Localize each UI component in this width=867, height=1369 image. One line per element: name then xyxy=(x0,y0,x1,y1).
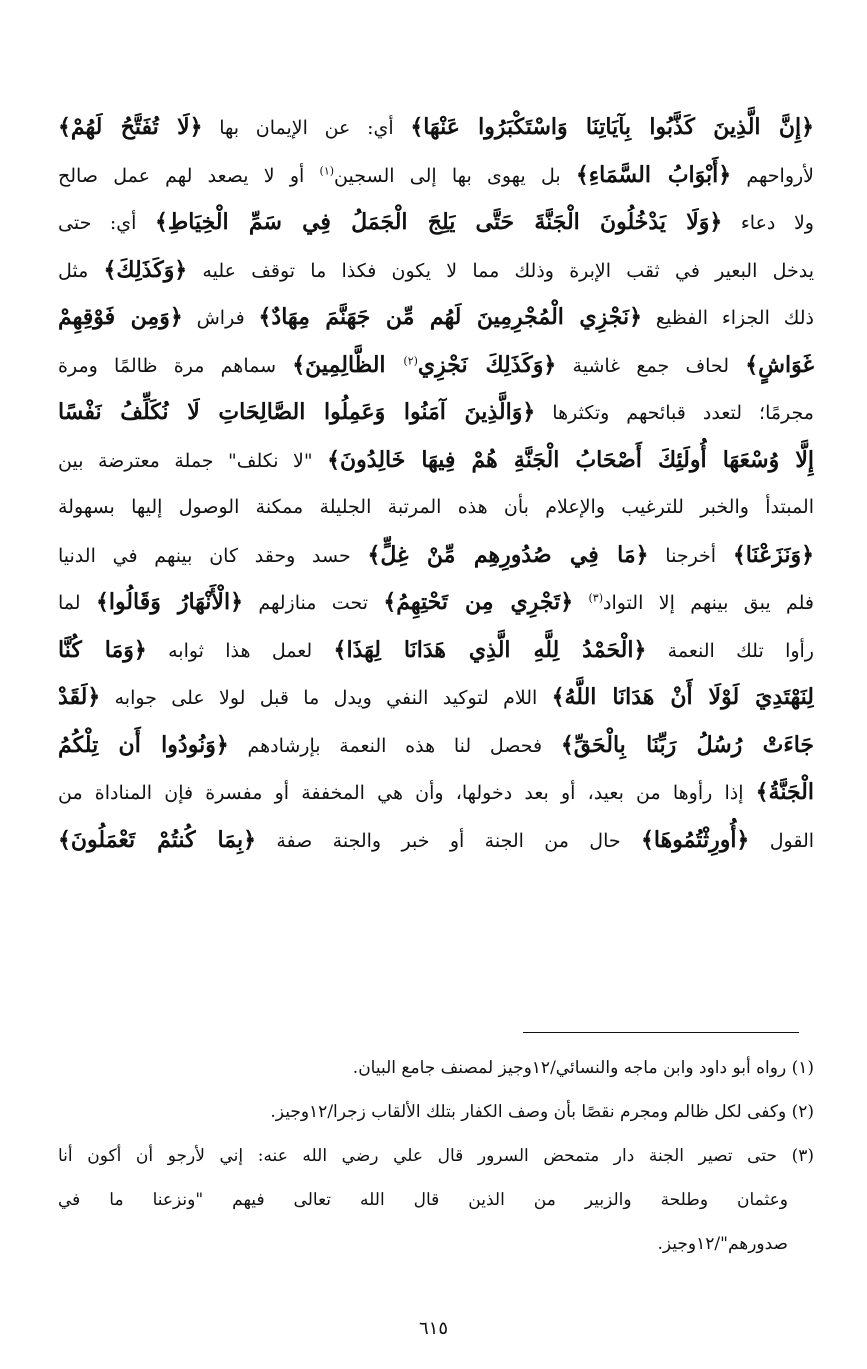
commentary-text: حال من الجنة أو خبر والجنة صفة xyxy=(255,829,642,852)
commentary-text: مجرمًا؛ لتعدد قبائحهم وتكثرها xyxy=(535,402,814,424)
commentary-text: تحت منازلهم xyxy=(242,592,384,614)
commentary-text: سماهم مرة ظالمًا ومرة xyxy=(58,354,293,377)
quran-quote: غَوَاشٍ﴾ xyxy=(745,351,814,378)
commentary-text: فلم يبق بينهم إلا التواد xyxy=(603,592,814,614)
commentary-text: أو لا يصعد لهم عمل صالح xyxy=(58,164,320,187)
quran-quote: ﴿الْأَنْهَارُ وَقَالُوا﴾ xyxy=(95,589,243,615)
quran-quote: ﴿بِمَا كُنتُمْ تَعْمَلُونَ﴾ xyxy=(58,826,256,853)
footnote-line: وعثمان وطلحة والزبير من الذين قال الله تعالى فيهم "ونزعنا ما في xyxy=(58,1190,788,1210)
page-number: ٦١٥ xyxy=(418,1318,448,1339)
text-line xyxy=(58,627,814,675)
text-line xyxy=(58,484,814,532)
commentary-text: "لا نكلف" جملة معترضة بين xyxy=(58,449,328,472)
commentary-text: اللام لتوكيد النفي ويدل ما قبل لولا على جوابه xyxy=(100,687,552,709)
text-line xyxy=(58,294,814,342)
text-line xyxy=(58,199,814,247)
text-line xyxy=(58,579,814,627)
commentary-text: إذا رأوها من بعيد، أو بعد دخولها، وأن هي المخففة أو مفسرة فإن المناداة من xyxy=(58,782,756,804)
commentary-text: أي: حتى xyxy=(58,212,156,234)
quran-quote: ﴿وَلَا يَدْخُلُونَ الْجَنَّةَ حَتَّى يَلِجَ الْجَمَلُ فِي سَمِّ الْخِيَاطِ﴾ xyxy=(155,209,723,235)
commentary-text: أي: عن الإيمان بها xyxy=(202,117,411,139)
text-line xyxy=(58,104,814,152)
commentary-text: أخرجنا xyxy=(648,544,733,567)
quran-quote: ﴿تَجْرِي مِن تَحْتِهِمُ﴾ xyxy=(383,589,574,615)
quran-quote: ﴿وَنَزَعْنَا﴾ xyxy=(732,541,814,568)
commentary-text: ولا دعاء xyxy=(722,212,814,234)
quran-quote: ﴿الْحَمْدُ لِلَّهِ الَّذِي هَدَانَا لِهَذَا﴾ xyxy=(333,636,647,663)
quran-quote: ﴿لَا تُفَتَّحُ لَهُمْ﴾ xyxy=(58,114,203,140)
quran-quote: ﴿وَكَذَلِكَ﴾ xyxy=(103,256,188,283)
quran-quote: لِنَهْتَدِيَ لَوْلَا أَنْ هَدَانَا اللَّهُ﴾ xyxy=(551,684,814,710)
footnote-line: (٢) وكفى لكل ظالم ومجرم نقصًا بأن وصف الكفار بتلك الألقاب زجرا/١٢وجيز. xyxy=(270,1102,814,1122)
quran-quote: الْجَنَّةُ﴾ xyxy=(755,779,814,805)
text-line xyxy=(58,437,814,485)
text-line xyxy=(58,247,814,295)
text-line xyxy=(58,342,814,390)
footnote-line: (١) رواه أبو داود وابن ماجه والنسائي/١٢وجيز لمصنف جامع البيان. xyxy=(352,1058,814,1078)
quran-quote: ﴿أَبْوَابُ السَّمَاءِ﴾ xyxy=(575,161,732,188)
main-text-block xyxy=(58,104,814,864)
quran-quote: ﴿وَنُودُوا أَن تِلْكُمُ xyxy=(58,731,229,758)
quran-quote: ﴿نَجْزِي الْمُجْرِمِينَ لَهُم مِّن جَهَنَّمَ مِهَادٌ﴾ xyxy=(258,304,642,330)
commentary-text: فراش xyxy=(182,307,259,329)
footnote-divider xyxy=(523,1032,799,1033)
commentary-text: المبتدأ والخبر للترغيب والإعلام بأن هذه المرتبة الجليلة ممكنة الوصول إليها بسهولة xyxy=(58,496,814,518)
quran-quote: ﴿وَكَذَلِكَ نَجْزِي xyxy=(417,351,557,378)
text-line xyxy=(58,769,814,817)
commentary-text: لأرواحهم xyxy=(731,164,814,187)
commentary-text: رأوا تلك النعمة xyxy=(646,639,814,662)
commentary-text: مثل xyxy=(58,259,104,282)
footnote-reference: (٢) xyxy=(403,354,418,368)
quran-quote: إِلَّا وُسْعَهَا أُولَئِكَ أَصْحَابُ الْجَنَّةِ هُمْ فِيهَا خَالِدُونَ﴾ xyxy=(327,446,814,473)
quran-quote: الظَّالِمِينَ﴾ xyxy=(292,351,404,378)
quran-quote: ﴿إِنَّ الَّذِينَ كَذَّبُوا بِآيَاتِنَا وَاسْتَكْبَرُوا عَنْهَا﴾ xyxy=(410,114,814,140)
commentary-text: لعمل هذا ثوابه xyxy=(146,639,334,662)
quran-quote: ﴿مَا فِي صُدُورِهِم مِّنْ غِلٍّ﴾ xyxy=(367,541,649,568)
quran-quote: ﴿وَالَّذِينَ آمَنُوا وَعَمِلُوا الصَّالِحَاتِ لَا نُكَلِّفُ نَفْسًا xyxy=(58,399,536,425)
commentary-text xyxy=(573,592,588,614)
footnote-line: (٣) حتى تصير الجنة دار متمحض السرور قال علي رضي الله عنه: إني لأرجو أن أكون أنا xyxy=(58,1146,814,1166)
commentary-text: بل يهوى بها إلى السجين xyxy=(334,164,576,187)
text-line xyxy=(58,674,814,722)
quran-quote: جَاءَتْ رُسُلُ رَبِّنَا بِالْحَقِّ﴾ xyxy=(560,731,814,758)
commentary-text: فحصل لنا هذه النعمة بإرشادهم xyxy=(228,734,561,757)
commentary-text: ذلك الجزاء الفظيع xyxy=(641,307,814,329)
footnote-reference: (٣) xyxy=(588,591,603,605)
quran-quote: ﴿أُورِثْتُمُوهَا﴾ xyxy=(641,826,750,853)
commentary-text: لحاف جمع غاشية xyxy=(556,354,746,377)
quran-quote: ﴿وَمَا كُنَّا xyxy=(58,636,147,663)
text-line xyxy=(58,817,814,865)
text-line xyxy=(58,389,814,437)
commentary-text: القول xyxy=(749,829,814,852)
quran-quote: ﴿وَمِن فَوْقِهِمْ xyxy=(58,304,183,330)
footnote-reference: (١) xyxy=(319,164,335,178)
footnotes-block xyxy=(58,1046,814,1266)
quran-quote: ﴿لَقَدْ xyxy=(58,684,101,710)
commentary-text: لما xyxy=(58,592,96,614)
text-line xyxy=(58,532,814,580)
footnote-line: صدورهم"/١٢وجيز. xyxy=(657,1234,788,1254)
text-line xyxy=(58,722,814,770)
commentary-text: يدخل البعير في ثقب الإبرة وذلك مما لا يكون فكذا ما توقف عليه xyxy=(187,259,814,282)
commentary-text: حسد وحقد كان بينهم في الدنيا xyxy=(58,544,368,567)
text-line xyxy=(58,152,814,200)
